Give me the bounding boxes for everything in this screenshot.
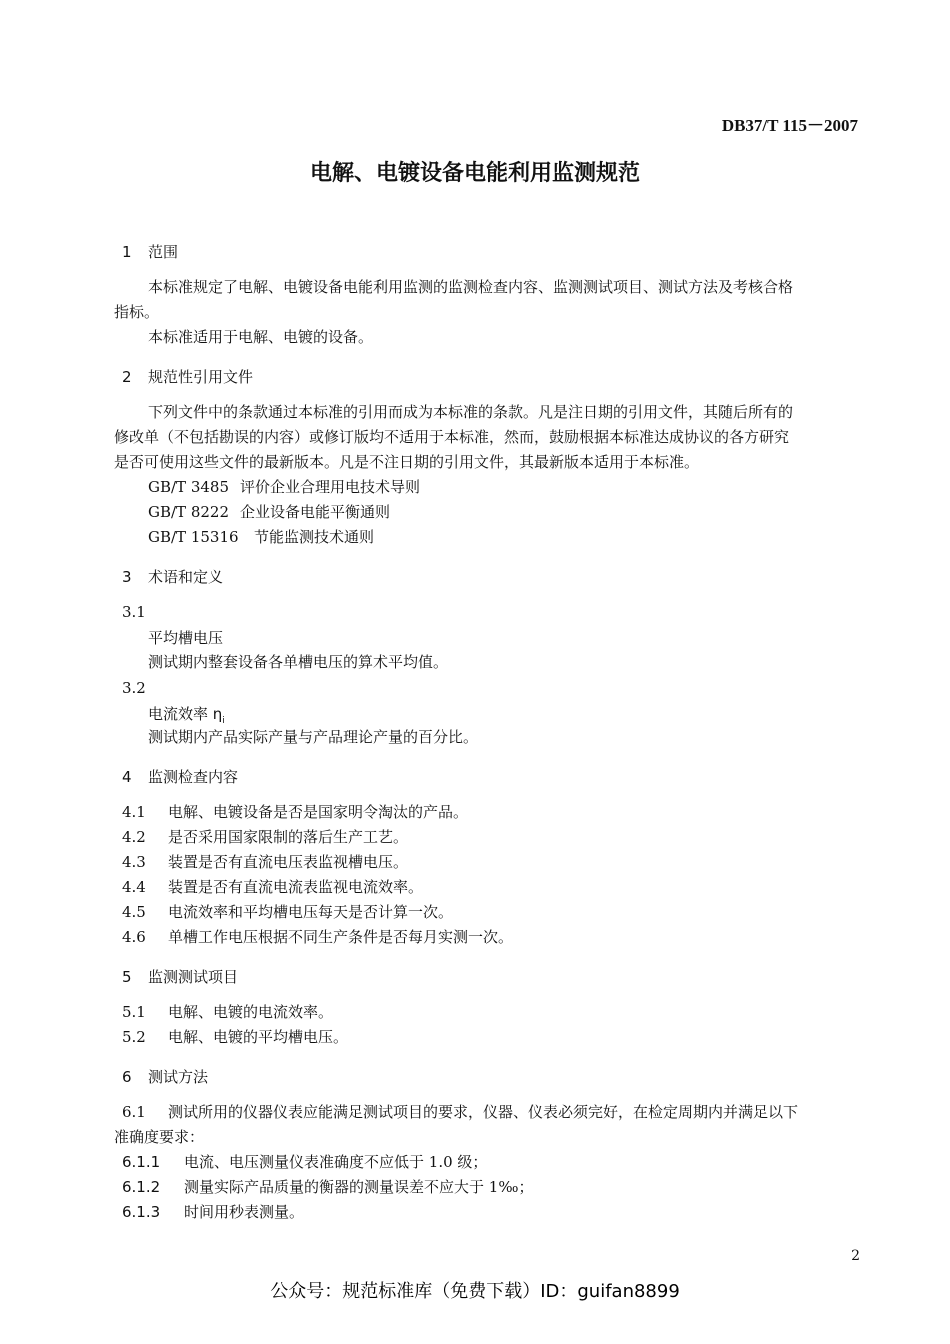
clause-number: 4.3: [122, 853, 146, 871]
footer-watermark: 公众号：规范标准库（免费下载）ID：guifan8899: [270, 1281, 680, 1302]
term-subscript: i: [222, 716, 225, 726]
term-number: 3.2: [122, 679, 146, 697]
reference-code: GB/T 3485: [148, 478, 230, 496]
section-heading-6: [122, 1066, 208, 1087]
clause-item: [122, 1000, 333, 1025]
clause-item: [122, 800, 468, 825]
reference-item: [148, 475, 420, 500]
clause-text: 电解、电镀设备是否是国家明令淘汰的产品。: [168, 803, 469, 821]
paragraph-line: 指标。: [114, 303, 160, 321]
subclause-text: 电流、电压测量仪表准确度不应低于 1.0 级；: [184, 1153, 488, 1171]
reference-item: [148, 525, 374, 550]
term-name: 平均槽电压: [148, 629, 224, 647]
paragraph-line: 本标准规定了电解、电镀设备电能利用监测的监测检查内容、监测测试项目、测试方法及考核合格: [148, 278, 794, 296]
subclause-text: 测量实际产品质量的衡器的测量误差不应大于 1‰；: [184, 1178, 534, 1196]
term-name-text: 电流效率 η: [148, 705, 223, 723]
clause-text: 电解、电镀的平均槽电压。: [168, 1028, 349, 1046]
section-number: 6: [122, 1068, 132, 1086]
section-number: 1: [122, 243, 132, 261]
section-number: 3: [122, 568, 132, 586]
section-number: 4: [122, 768, 132, 786]
clause-number: 6.1: [122, 1103, 146, 1121]
clause-text: 装置是否有直流电压表监视槽电压。: [168, 853, 409, 871]
paragraph-line: 是否可使用这些文件的最新版本。凡是不注日期的引用文件，其最新版本适用于本标准。: [114, 453, 700, 471]
reference-title: 评价企业合理用电技术导则: [240, 478, 421, 496]
section-title: 范围: [148, 243, 179, 261]
clause-item: [122, 925, 513, 950]
section-heading-1: [122, 241, 178, 262]
section-title: 术语和定义: [148, 568, 224, 586]
term-number: 3.1: [122, 603, 146, 621]
reference-title: 节能监测技术通则: [254, 528, 375, 546]
term-name: [148, 703, 225, 726]
reference-title: 企业设备电能平衡通则: [240, 503, 391, 521]
subclause-number: 6.1.1: [122, 1153, 161, 1171]
section-heading-5: [122, 966, 238, 987]
clause-text: 是否采用国家限制的落后生产工艺。: [168, 828, 409, 846]
clause-item: [122, 825, 408, 850]
reference-item: [148, 500, 390, 525]
section-heading-3: [122, 566, 223, 587]
subclause-item: [122, 1175, 533, 1200]
paragraph-line: 本标准适用于电解、电镀的设备。: [148, 328, 374, 346]
term-definition: 测试期内整套设备各单槽电压的算术平均值。: [148, 653, 449, 671]
document-title: 电解、电镀设备电能利用监测规范: [309, 161, 640, 186]
clause-number: 4.5: [122, 903, 146, 921]
clause-text: 装置是否有直流电流表监视电流效率。: [168, 878, 424, 896]
section-title: 测试方法: [148, 1068, 209, 1086]
clause-number: 5.1: [122, 1003, 146, 1021]
reference-code: GB/T 15316: [148, 528, 239, 546]
clause-text: 电流效率和平均槽电压每天是否计算一次。: [168, 903, 454, 921]
clause-item: [122, 1100, 798, 1125]
section-title: 规范性引用文件: [148, 368, 254, 386]
section-title: 监测测试项目: [148, 968, 239, 986]
section-title: 监测检查内容: [148, 768, 239, 786]
reference-code: GB/T 8222: [148, 503, 230, 521]
clause-item: [122, 1025, 348, 1050]
section-heading-2: [122, 366, 253, 387]
clause-number: 4.4: [122, 878, 146, 896]
paragraph-line: 准确度要求：: [114, 1128, 205, 1146]
clause-number: 5.2: [122, 1028, 146, 1046]
clause-text: 测试所用的仪器仪表应能满足测试项目的要求，仪器、仪表必须完好，在检定周期内并满足以下: [168, 1103, 799, 1121]
clause-item: [122, 900, 453, 925]
clause-number: 4.1: [122, 803, 146, 821]
subclause-item: [122, 1150, 487, 1175]
paragraph-line: 修改单（不包括勘误的内容）或修订版均不适用于本标准，然而，鼓励根据本标准达成协议的各方研究: [114, 428, 790, 446]
paragraph-line: 下列文件中的条款通过本标准的引用而成为本标准的条款。凡是注日期的引用文件，其随后所有的: [148, 403, 794, 421]
section-number: 2: [122, 368, 132, 386]
clause-item: [122, 875, 423, 900]
section-number: 5: [122, 968, 132, 986]
clause-item: [122, 850, 408, 875]
clause-text: 单槽工作电压根据不同生产条件是否每月实测一次。: [168, 928, 514, 946]
section-heading-4: [122, 766, 238, 787]
subclause-number: 6.1.3: [122, 1203, 161, 1221]
clause-number: 4.2: [122, 828, 146, 846]
subclause-number: 6.1.2: [122, 1178, 161, 1196]
standard-code: DB37/T 115－2007: [721, 116, 858, 135]
term-definition: 测试期内产品实际产量与产品理论产量的百分比。: [148, 728, 479, 746]
page-number: 2: [851, 1248, 860, 1264]
subclause-text: 时间用秒表测量。: [184, 1203, 305, 1221]
clause-number: 4.6: [122, 928, 146, 946]
subclause-item: [122, 1200, 304, 1225]
clause-text: 电解、电镀的电流效率。: [168, 1003, 334, 1021]
